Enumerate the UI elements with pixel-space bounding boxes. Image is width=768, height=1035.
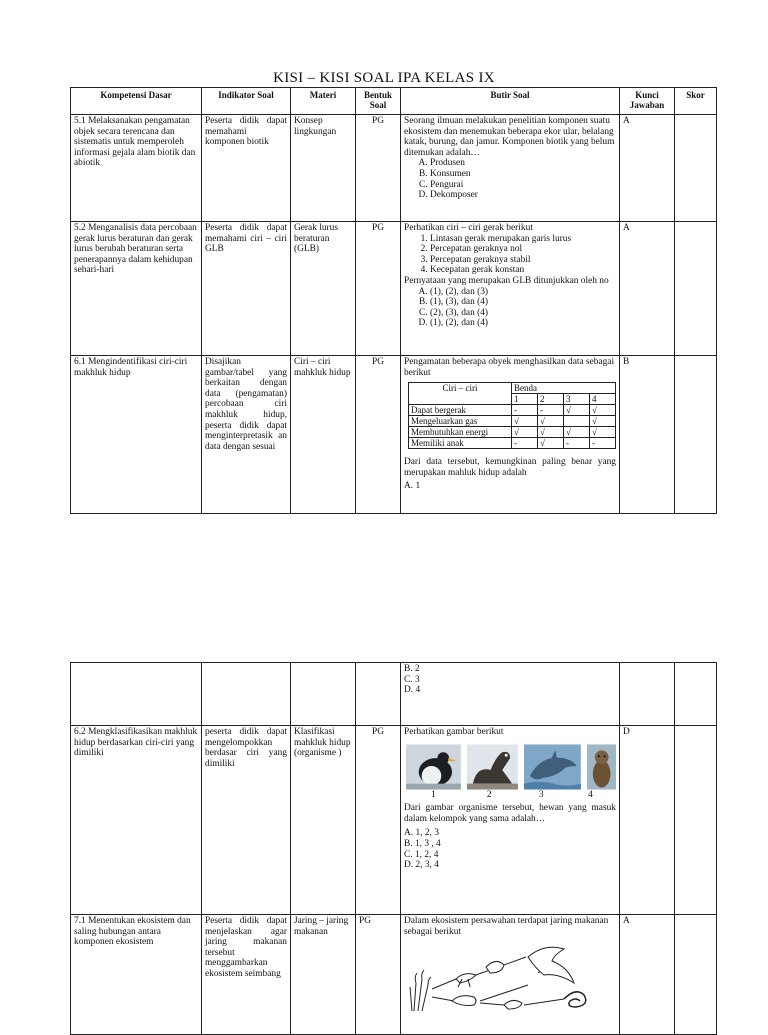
observation-value [564, 416, 590, 427]
materi-cell: Ciri – ciri mahkluk hidup [291, 356, 356, 514]
observation-label: Memiliki anak [409, 438, 512, 449]
observation-value: - [512, 438, 538, 449]
table-row [71, 115, 717, 222]
skor-cell [675, 356, 717, 514]
soal-cell [401, 115, 620, 222]
image-number: 2 [486, 789, 492, 800]
options-list [404, 828, 616, 870]
observation-value: √ [538, 416, 564, 427]
option: D. (1), (2), dan (4) [430, 318, 616, 329]
image-number: 1 [431, 789, 436, 800]
observation-header-benda: Benda [512, 383, 616, 394]
kisi-table-page1 [70, 87, 717, 514]
kd-cell: 6.2 Mengklasifikasikan makhluk hidup berdasarkan ciri-ciri yang dimiliki [71, 726, 202, 915]
observation-value: √ [564, 405, 590, 416]
observation-table [408, 382, 616, 449]
options-list [404, 287, 616, 329]
materi-cell: Jaring – jaring makanan [291, 915, 356, 1035]
indikator-cell: Peserta didik dapat menjelaskan agar jaring makanan tersebut menggambarkan ekosistem seimbang [202, 915, 291, 1035]
kunci-cell: A [620, 115, 675, 222]
soal-intro: Perhatikan ciri – ciri gerak berikut [404, 223, 533, 233]
image-numbers [406, 790, 616, 801]
skor-cell [675, 222, 717, 356]
materi-cell: Konsep lingkungan [291, 115, 356, 222]
table-row [71, 726, 717, 915]
observation-label: Membutuhkan energi [409, 427, 512, 438]
animal-images [406, 744, 616, 790]
kunci-cell: D [620, 726, 675, 915]
image-number: 3 [538, 789, 544, 800]
observation-value: √ [512, 427, 538, 438]
statement: 4. Kecepatan gerak konstan [430, 265, 616, 276]
option: C. Pengurai [430, 180, 616, 191]
food-web-diagram [404, 943, 604, 1013]
dolphin-image [524, 744, 581, 790]
indikator-cell: Peserta didik dapat memahami komponen biotik [202, 115, 291, 222]
soal-cell [401, 356, 620, 514]
kd-cell: 7.1 Menentukan ekosistem dan saling hubungan antara komponen ekosistem [71, 915, 202, 1035]
option: D. Dekomposer [430, 190, 616, 201]
option: B. Konsumen [430, 169, 616, 180]
observation-value: - [538, 405, 564, 416]
soal-question: Dari gambar organisme tersebut, hewan yang masuk dalam kelompok yang sama adalah… [404, 803, 616, 824]
observation-value: √ [512, 416, 538, 427]
observation-value: - [512, 405, 538, 416]
observation-col: 4 [590, 394, 616, 405]
observation-header-ciri: Ciri – ciri [409, 383, 512, 405]
table-row [71, 663, 717, 726]
table-row [71, 222, 717, 356]
option: D. 2, 3, 4 [404, 860, 439, 871]
statement: 2. Percepatan geraknya nol [430, 244, 616, 255]
bentuk-cell: PG [356, 915, 401, 1035]
materi-cell: Gerak lurus beraturan (GLB) [291, 222, 356, 356]
option: B. 1, 3 , 4 [404, 838, 441, 849]
observation-col: 1 [512, 394, 538, 405]
soal-intro: Dalam ekosistem persawahan terdapat jaring makanan sebagai berikut [404, 916, 609, 937]
bentuk-cell: PG [356, 726, 401, 915]
observation-value: √ [538, 438, 564, 449]
observation-col: 2 [538, 394, 564, 405]
observation-value: √ [538, 427, 564, 438]
materi-cell: Klasifikasi mahkluk hidup (organisme ) [291, 726, 356, 915]
option: B. 2 [404, 664, 420, 674]
observation-value: √ [564, 427, 590, 438]
image-number: 4 [588, 789, 593, 800]
kunci-cell: B [620, 356, 675, 514]
bentuk-cell: PG [356, 356, 401, 514]
observation-col: 3 [564, 394, 590, 405]
table-row [71, 915, 717, 1035]
options-list [404, 158, 616, 200]
indikator-cell: peserta didik dapat mengelompokkan berdasar ciri yang dimiliki [202, 726, 291, 915]
statement: 3. Percepatan geraknya stabil [430, 255, 616, 266]
soal-intro: Perhatikan gambar berikut [404, 727, 504, 737]
header-kompetensi: Kompetensi Dasar [71, 88, 202, 115]
option: A. 1 [404, 481, 421, 492]
observation-label: Mengeluarkan gas [409, 416, 512, 427]
otter-image [587, 744, 616, 790]
observation-value: √ [590, 405, 616, 416]
skor-cell [675, 726, 717, 915]
statement: 1. Lintasan gerak merupakan garis lurus [430, 234, 616, 245]
header-bentuk: Bentuk Soal [356, 88, 401, 115]
soal-question: Dari data tersebut, kemungkinan paling benar yang merupakan mahluk hidup adalah [404, 457, 616, 478]
bentuk-cell: PG [356, 222, 401, 356]
header-kunci: Kunci Jawaban [620, 88, 675, 115]
kd-cell: 5.2 Menganalisis data percobaan gerak lurus beraturan dan gerak lurus berubah beraturan serta penerapannya dalam kehidupan sehari-hari [71, 222, 202, 356]
statements-list [404, 234, 616, 276]
soal-question: Pernyataan yang merupakan GLB ditunjukkan oleh no [404, 275, 609, 286]
observation-value: - [590, 438, 616, 449]
option: C. 3 [404, 674, 420, 685]
option: A. 1, 2, 3 [404, 828, 439, 839]
soal-cell [401, 663, 620, 726]
bentuk-cell: PG [356, 115, 401, 222]
kunci-cell: A [620, 222, 675, 356]
table-row [71, 356, 717, 514]
header-skor: Skor [675, 88, 717, 115]
soal-intro: Pengamatan beberapa obyek menghasilkan data sebagai berikut [404, 357, 615, 378]
header-indikator: Indikator Soal [202, 88, 291, 115]
header-butir: Butir Soal [401, 88, 620, 115]
kd-cell: 5.1 Melaksanakan pengamatan objek secara terencana dan sistematis untuk memperoleh informasi gejala alam biotik dan abiotik [71, 115, 202, 222]
kunci-cell: A [620, 915, 675, 1035]
kisi-table-page2 [70, 662, 717, 1035]
header-materi: Materi [291, 88, 356, 115]
skor-cell [675, 115, 717, 222]
observation-value: √ [590, 416, 616, 427]
sea-lion-image [467, 744, 518, 790]
page-title: KISI – KISI SOAL IPA KELAS IX [273, 70, 495, 86]
kd-cell: 6.1 Mengindentifikasi ciri-ciri makhluk hidup [71, 356, 202, 514]
soal-text: Seorang ilmuan melakukan penelitian komponen suatu ekosistem dan menemukan beberapa ekor ular, belalang katak, burung, dan jamur. Komponen biotik yang belum ditemukan adalah… [404, 116, 615, 158]
penguin-image [406, 744, 461, 790]
soal-cell [401, 222, 620, 356]
option: A. (1), (2), dan (3) [430, 287, 616, 298]
option: C. 1, 2, 4 [404, 849, 439, 860]
option: B. (1), (3), dan (4) [430, 297, 616, 308]
observation-label: Dapat bergerak [409, 405, 512, 416]
observation-value: - [564, 438, 590, 449]
option: D. 4 [404, 685, 421, 696]
option: C. (2), (3), dan (4) [430, 308, 616, 319]
indikator-cell: Disajikan gambar/tabel yang berkaitan dengan data (pengamatan) percobaan ciri makhluk hidup, peserta didik dapat menginterpretasik an data dengan sesuai [202, 356, 291, 514]
skor-cell [675, 915, 717, 1035]
indikator-cell: Peserta didik dapat memahami ciri – ciri GLB [202, 222, 291, 356]
soal-cell [401, 915, 620, 1035]
observation-value: √ [590, 427, 616, 438]
option: A. Produsen [430, 158, 616, 169]
soal-cell [401, 726, 620, 915]
